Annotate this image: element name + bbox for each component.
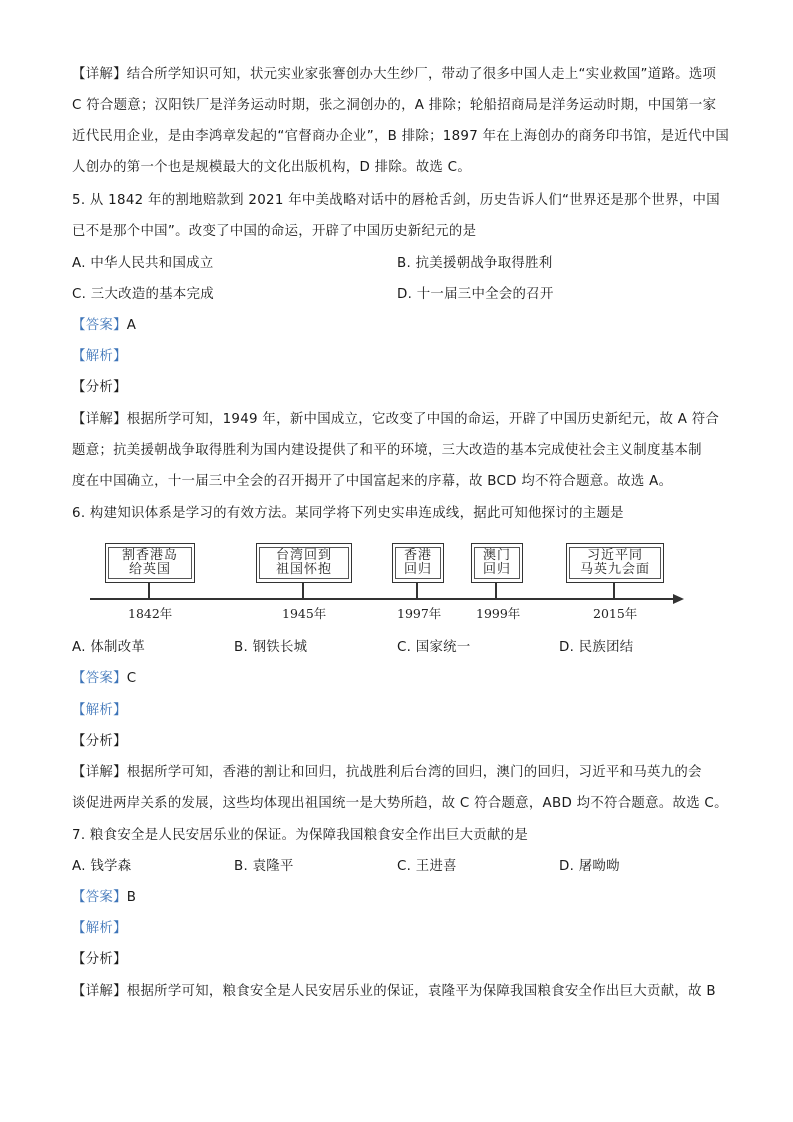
timeline-event-text: 澳门 (482, 548, 511, 563)
q6-timeline-figure (88, 535, 688, 625)
timeline-year: 1842年 (128, 606, 173, 621)
q7-stem: 7. 粮食安全是人民安居乐业的保证。为保障我国粮食安全作出巨大贡献的是 (72, 828, 529, 843)
timeline-year: 2015年 (593, 606, 638, 621)
q6-detail-line-2: 谈促进两岸关系的发展，这些均体现出祖国统一是大势所趋，故 C 符合题意，ABD 均不符合题意。故选 C。 (72, 796, 728, 811)
prev-detail-line-1: 【详解】结合所学知识可知，状元实业家张謇创办大生纱厂，带动了很多中国人走上“实业救国”道路。选项 (72, 67, 717, 82)
q6-option-d: D. 民族团结 (559, 640, 634, 655)
timeline-event-text: 祖国怀抱 (275, 562, 332, 577)
q7-option-b: B. 袁隆平 (234, 859, 294, 874)
prev-detail-line-2: C 符合题意；汉阳铁厂是洋务运动时期，张之洞创办的，A 排除；轮船招商局是洋务运动时期，中国第一家 (72, 98, 717, 113)
timeline-event-box (256, 543, 352, 583)
q6-answer: 【答案】C (72, 671, 137, 686)
prev-detail-line-3: 近代民用企业，是由李鸿章发起的“官督商办企业”，B 排除；1897 年在上海创办的商务印书馆，是近代中国 (72, 129, 730, 144)
timeline-event-text: 马英九会面 (579, 562, 650, 577)
q7-answer: 【答案】B (72, 890, 137, 905)
q5-detail-line-1: 【详解】根据所学可知，1949 年，新中国成立，它改变了中国的命运，开辟了中国历史新纪元，故 A 符合 (72, 412, 720, 427)
timeline-event-box (566, 543, 664, 583)
timeline-connector (302, 582, 304, 599)
timeline-event-text: 给英国 (128, 562, 171, 577)
timeline-event-text: 习近平同 (586, 548, 643, 563)
q5-detail-line-3: 度在中国确立，十一届三中全会的召开揭开了中国富起来的序幕，故 BCD 均不符合题意。故选 A。 (72, 474, 673, 489)
timeline-event-text: 回归 (482, 562, 511, 577)
q7-fenxi-label: 【分析】 (72, 952, 127, 967)
timeline-year: 1997年 (397, 606, 442, 621)
timeline-event-box (471, 543, 523, 583)
q7-option-a: A. 钱学森 (72, 859, 132, 874)
timeline-event-box (105, 543, 195, 583)
timeline-event-text: 回归 (403, 562, 432, 577)
q5-option-a: A. 中华人民共和国成立 (72, 256, 214, 271)
q5-option-c: C. 三大改造的基本完成 (72, 287, 214, 302)
q6-option-b: B. 钢铁长城 (234, 640, 308, 655)
timeline-connector (613, 582, 615, 599)
timeline-connector (416, 582, 418, 599)
q5-option-d: D. 十一届三中全会的召开 (397, 287, 554, 302)
q6-stem: 6. 构建知识体系是学习的有效方法。某同学将下列史实串连成线，据此可知他探讨的主题是 (72, 506, 624, 521)
timeline-event-box (392, 543, 444, 583)
q5-detail-line-2: 题意；抗美援朝战争取得胜利为国内建设提供了和平的环境，三大改造的基本完成使社会主义制度基本制 (72, 443, 702, 458)
q5-stem-line-1: 5. 从 1842 年的割地赔款到 2021 年中美战略对话中的唇枪舌剑，历史告诉人们“世界还是那个世界，中国 (72, 193, 720, 208)
q6-option-c: C. 国家统一 (397, 640, 471, 655)
timeline-event-text: 割香港岛 (121, 548, 178, 563)
timeline-year: 1999年 (476, 606, 521, 621)
prev-detail-line-4: 人创办的第一个也是规模最大的文化出版机构，D 排除。故选 C。 (72, 160, 472, 175)
timeline-axis (90, 598, 675, 600)
timeline-event-text: 台湾回到 (275, 548, 332, 563)
q7-option-c: C. 王进喜 (397, 859, 457, 874)
q6-fenxi-label: 【分析】 (72, 734, 127, 749)
timeline-event-text: 香港 (403, 548, 432, 563)
timeline-connector (495, 582, 497, 599)
q5-fenxi-label: 【分析】 (72, 380, 127, 395)
q7-option-d: D. 屠呦呦 (559, 859, 620, 874)
q5-option-b: B. 抗美援朝战争取得胜利 (397, 256, 553, 271)
q7-jiexi-label: 【解析】 (72, 921, 127, 936)
q6-jiexi-label: 【解析】 (72, 703, 127, 718)
q5-answer: 【答案】A (72, 318, 137, 333)
q5-jiexi-label: 【解析】 (72, 349, 127, 364)
q6-detail-line-1: 【详解】根据所学可知，香港的割让和回归，抗战胜利后台湾的回归，澳门的回归，习近平和马英九的会 (72, 765, 702, 780)
arrow-right-icon (673, 594, 684, 604)
timeline-year: 1945年 (282, 606, 327, 621)
q6-option-a: A. 体制改革 (72, 640, 146, 655)
q7-detail-line-1: 【详解】根据所学可知，粮食安全是人民安居乐业的保证，袁隆平为保障我国粮食安全作出巨大贡献，故 B (72, 984, 716, 999)
q5-stem-line-2: 已不是那个中国”。改变了中国的命运，开辟了中国历史新纪元的是 (72, 224, 477, 239)
timeline-connector (148, 582, 150, 599)
